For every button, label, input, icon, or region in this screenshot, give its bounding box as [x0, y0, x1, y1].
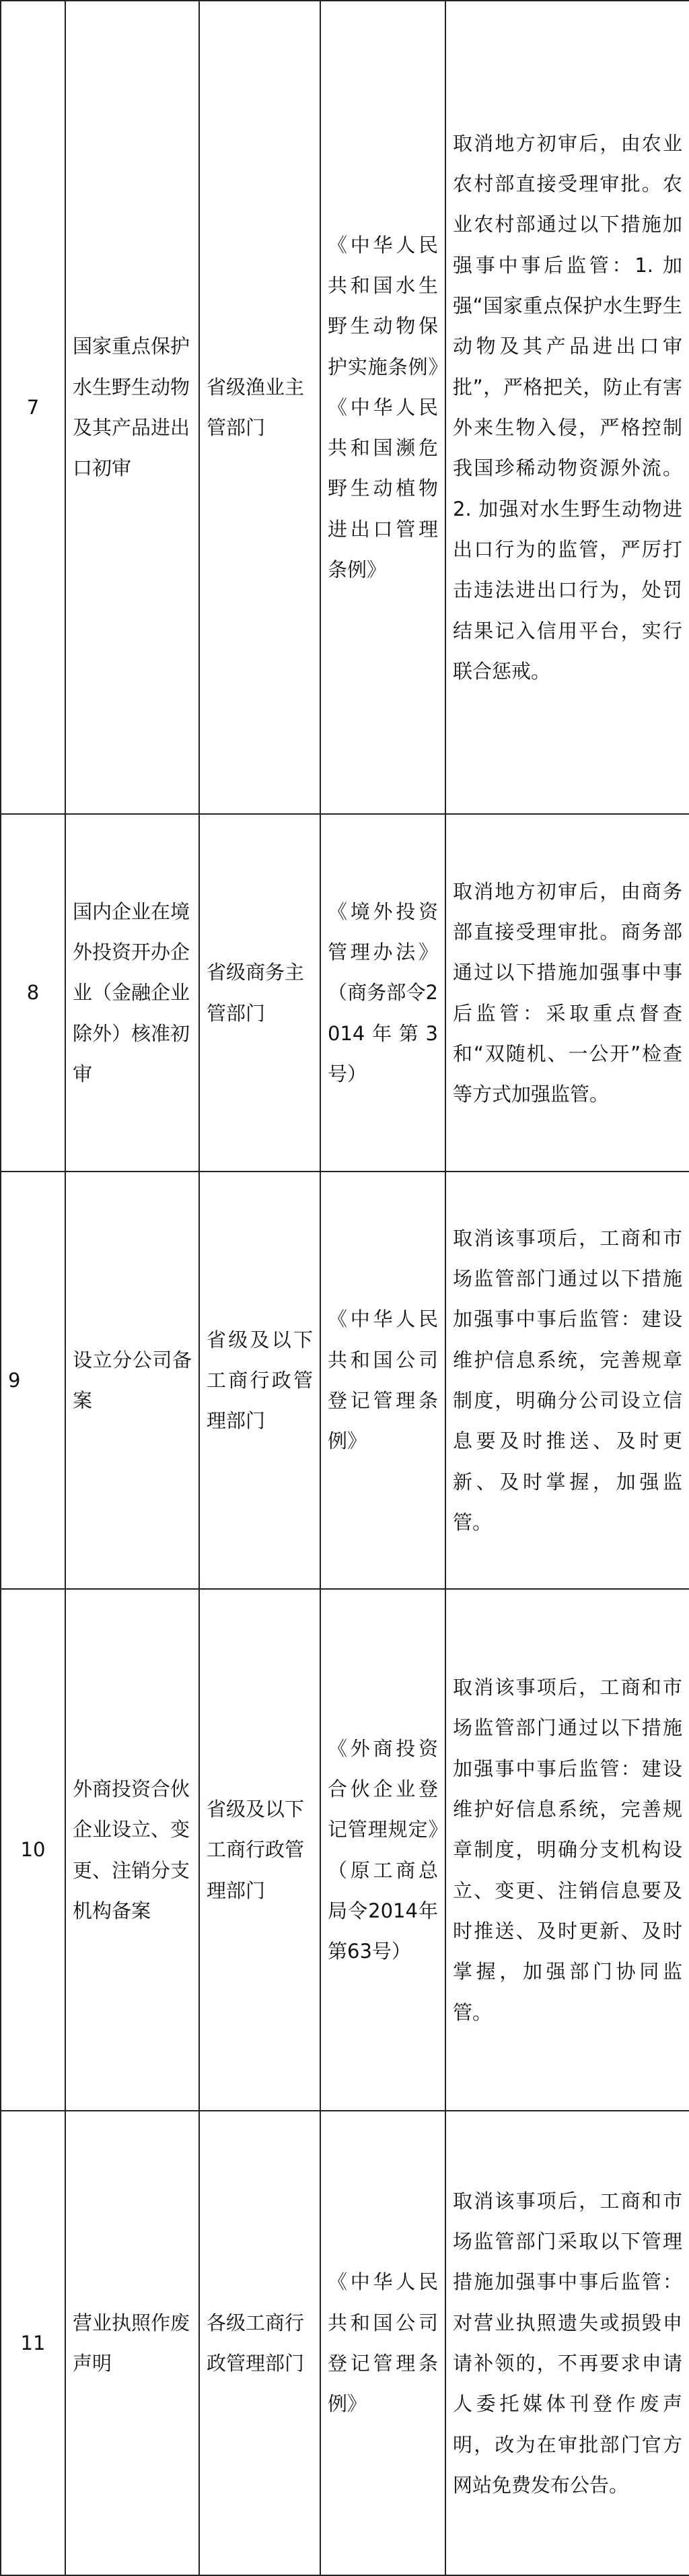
- table-row: [1, 1172, 689, 1589]
- oversight-measures: 取消该事项后，工商和市场监管部门通过以下措施加强事中事后监管：建设维护好信息系统，完善规章制度，明确分支机构设立、变更、注销信息要及时推送、及时更新、及时掌握，加强部门协同监管。: [445, 1589, 689, 2111]
- oversight-measures: 取消地方初审后，由农业农村部直接受理审批。农业农村部通过以下措施加强事中事后监管：1. 加强“国家重点保护水生野生动物及其产品进出口审批”，严格把关，防止有害外来生物入侵，严格控制我国珍稀动物资源外流。2. 加强对水生野生动物进出口行为的监管，严厉打击违法进出口行为，处罚结果记入信用平台，实行联合惩戒。: [445, 1, 689, 814]
- implementing-department: 省级及以下工商行政管理部门: [199, 1589, 320, 2111]
- implementing-department: 省级渔业主管部门: [199, 1, 320, 814]
- item-name: 营业执照作废声明: [65, 2111, 199, 2575]
- table-row: [1, 1, 689, 814]
- table-row: [1, 1589, 689, 2111]
- implementing-department: 各级工商行政管理部门: [199, 2111, 320, 2575]
- legal-basis: 《中华人民共和国水生野生动物保护实施条例》《中华人民共和国濒危野生动植物进出口管理条例》: [320, 1, 445, 814]
- legal-basis: 《境外投资管理办法》（商务部令2014年第3号）: [320, 814, 445, 1172]
- implementing-department: 省级商务主管部门: [199, 814, 320, 1172]
- row-number: 8: [1, 814, 65, 1172]
- implementing-department: 省级及以下工商行政管理部门: [199, 1172, 320, 1589]
- row-number: 7: [1, 1, 65, 814]
- item-name: 国家重点保护水生野生动物及其产品进出口初审: [65, 1, 199, 814]
- item-name: 设立分公司备案: [65, 1172, 199, 1589]
- legal-basis: 《外商投资合伙企业登记管理规定》（原工商总局令2014年第63号）: [320, 1589, 445, 2111]
- row-number: 10: [1, 1589, 65, 2111]
- item-name: 外商投资合伙企业设立、变更、注销分支机构备案: [65, 1589, 199, 2111]
- row-number: 9: [1, 1172, 65, 1589]
- row-number: 11: [1, 2111, 65, 2575]
- legal-basis: 《中华人民共和国公司登记管理条例》: [320, 2111, 445, 2575]
- item-name: 国内企业在境外投资开办企业（金融企业除外）核准初审: [65, 814, 199, 1172]
- oversight-measures: 取消该事项后，工商和市场监管部门通过以下措施加强事中事后监管：建设维护信息系统，完善规章制度，明确分公司设立信息要及时推送、及时更新、及时掌握，加强监管。: [445, 1172, 689, 1589]
- legal-basis: 《中华人民共和国公司登记管理条例》: [320, 1172, 445, 1589]
- oversight-measures: 取消地方初审后，由商务部直接受理审批。商务部通过以下措施加强事中事后监管：采取重点督查和“双随机、一公开”检查等方式加强监管。: [445, 814, 689, 1172]
- oversight-measures: 取消该事项后，工商和市场监管部门采取以下管理措施加强事中事后监管：对营业执照遗失或损毁申请补领的，不再要求申请人委托媒体刊登作废声明，改为在审批部门官方网站免费发布公告。: [445, 2111, 689, 2575]
- table-row: [1, 2111, 689, 2575]
- table-row: [1, 814, 689, 1172]
